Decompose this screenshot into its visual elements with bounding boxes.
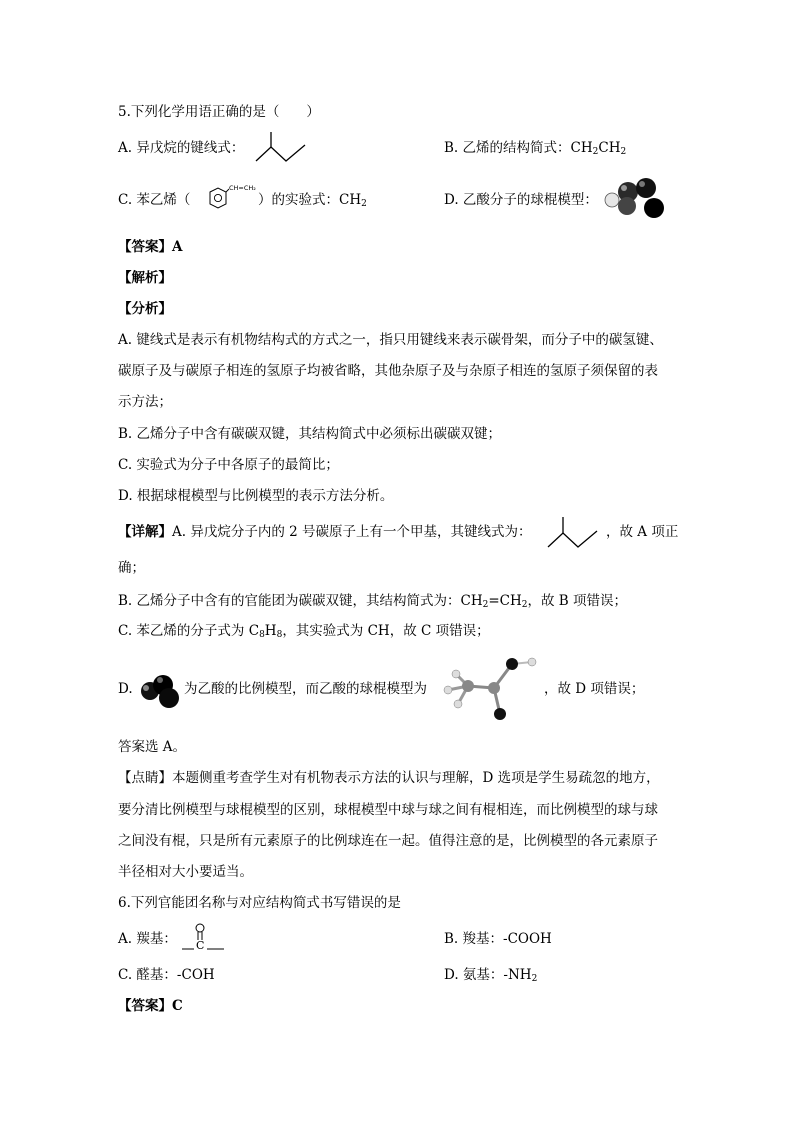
acetic-acid-ball-stick-icon [440, 652, 540, 722]
detail-b-text: ，故 B 项错误； [527, 593, 628, 609]
q5-option-c [118, 190, 190, 210]
detail-a-line2: 确； [118, 560, 145, 576]
answer6: 【答案】C [118, 998, 183, 1014]
q6-option-c: C. 醛基：-COH [118, 967, 215, 983]
fenxi-line: D. 根据球棍模型与比例模型的表示方法分析。 [118, 488, 394, 504]
fenxi-line: B. 乙烯分子中含有碳碳双键，其结构简式中必须标出碳碳双键； [118, 426, 502, 442]
detail-b-text: B. 乙烯分子中含有的官能团为碳碳双键，其结构简式为：CH [118, 593, 483, 609]
fenxi-line: 示方法； [118, 394, 172, 410]
fenxi-head: 【分析】 [118, 301, 172, 317]
detail-d-mid: 为乙酸的比例模型，而乙酸的球棍模型为 [184, 681, 427, 697]
q5-option-c-label: C. 苯乙烯（ [118, 192, 191, 208]
dianjing-line: 要分清比例模型与球棍模型的区别，球棍模型中球与球之间有棍相连，而比例模型的球与球 [118, 802, 658, 818]
q6-option-a-label: A. 羰基： [118, 931, 177, 947]
styrene-structure-icon [198, 182, 260, 216]
q6-option-b: B. 羧基：-COOH [444, 931, 552, 947]
answer5: 【答案】A [118, 239, 183, 255]
q5-option-b [444, 138, 626, 162]
q6-option-a [118, 929, 177, 949]
dianjing-line: 【点睛】本题侧重考查学生对有机物表示方法的认识与理解，D 选项是学生易疏忽的地方， [118, 770, 660, 786]
detail-c-text: C. 苯乙烯的分子式为 C [118, 623, 260, 639]
q5-option-a [118, 138, 244, 158]
detail-d-label: D. [118, 681, 133, 697]
isopentane-skeletal-icon [546, 514, 602, 550]
styrene-label: CH=CH₂ [229, 184, 256, 192]
formula-part: CH [570, 140, 593, 156]
formula-sub: 2 [592, 147, 599, 157]
acetic-acid-spacefill-icon [602, 176, 670, 222]
q6-option-d [444, 965, 537, 989]
q6-option-d-text: D. 氨基：-NH [444, 967, 532, 983]
detail-a-text: A. 异戊烷分子内的 2 号碳原子上有一个甲基，其键线式为： [172, 524, 532, 540]
dianjing-line: 半径相对大小要适当。 [118, 864, 253, 880]
detail-b-text: =CH [488, 593, 522, 609]
q5-option-d [444, 190, 598, 210]
detail-c [118, 621, 490, 645]
fenxi-line: A. 键线式是表示有机物结构式的方式之一，指只用键线来表示碳骨架，而分子中的碳氢键、 [118, 332, 663, 348]
detail-b [118, 591, 627, 615]
formula-sub: 8 [276, 630, 283, 640]
fenxi-line: 碳原子及与碳原子相连的氢原子均被省略，其他杂原子及与杂原子相连的氢原子须保留的表 [118, 363, 658, 379]
conclusion: 答案选 A。 [118, 739, 187, 755]
dianjing-line: 之间没有棍，只是所有元素原子的比例球连在一起。值得注意的是，比例模型的各元素原子 [118, 833, 658, 849]
detail-c-text: H [264, 623, 277, 639]
formula-sub: 2 [482, 600, 489, 610]
formula-sub: 2 [531, 974, 538, 984]
formula-sub: 8 [259, 630, 265, 640]
q6-stem: 6.下列官能团名称与对应结构简式书写错误的是 [118, 895, 401, 911]
formula-sub: 2 [361, 199, 367, 209]
q5-option-c-suffix [258, 190, 367, 214]
q5-stem: 5.下列化学用语正确的是（ ） [118, 104, 320, 120]
formula-sub: 2 [620, 147, 627, 157]
fenxi-line: C. 实验式为分子中各原子的最简比； [118, 457, 339, 473]
formula-part: CH [598, 140, 621, 156]
detail-a-line1 [118, 522, 532, 542]
q5-option-c-text: ）的实验式：CH [258, 192, 362, 208]
q5-option-a-label: A. 异戊烷的键线式： [118, 140, 245, 156]
q5-option-d-label: D. 乙酸分子的球棍模型： [444, 192, 598, 208]
detail-a-tail: ，故 A 项正 [606, 524, 679, 540]
isopentane-skeletal-icon [254, 130, 310, 164]
svg-text:C: C [196, 939, 205, 952]
detail-head: 【详解】 [118, 524, 172, 540]
formula-sub: 2 [521, 600, 528, 610]
q5-option-b-label: B. 乙烯的结构简式： [444, 140, 571, 156]
carbonyl-structure-icon [180, 922, 228, 954]
acetic-acid-spacefill-icon [136, 670, 186, 710]
detail-c-text: ，其实验式为 CH，故 C 项错误； [282, 623, 490, 639]
analysis-head: 【解析】 [118, 270, 172, 286]
detail-d-post: ，故 D 项错误； [544, 681, 645, 697]
